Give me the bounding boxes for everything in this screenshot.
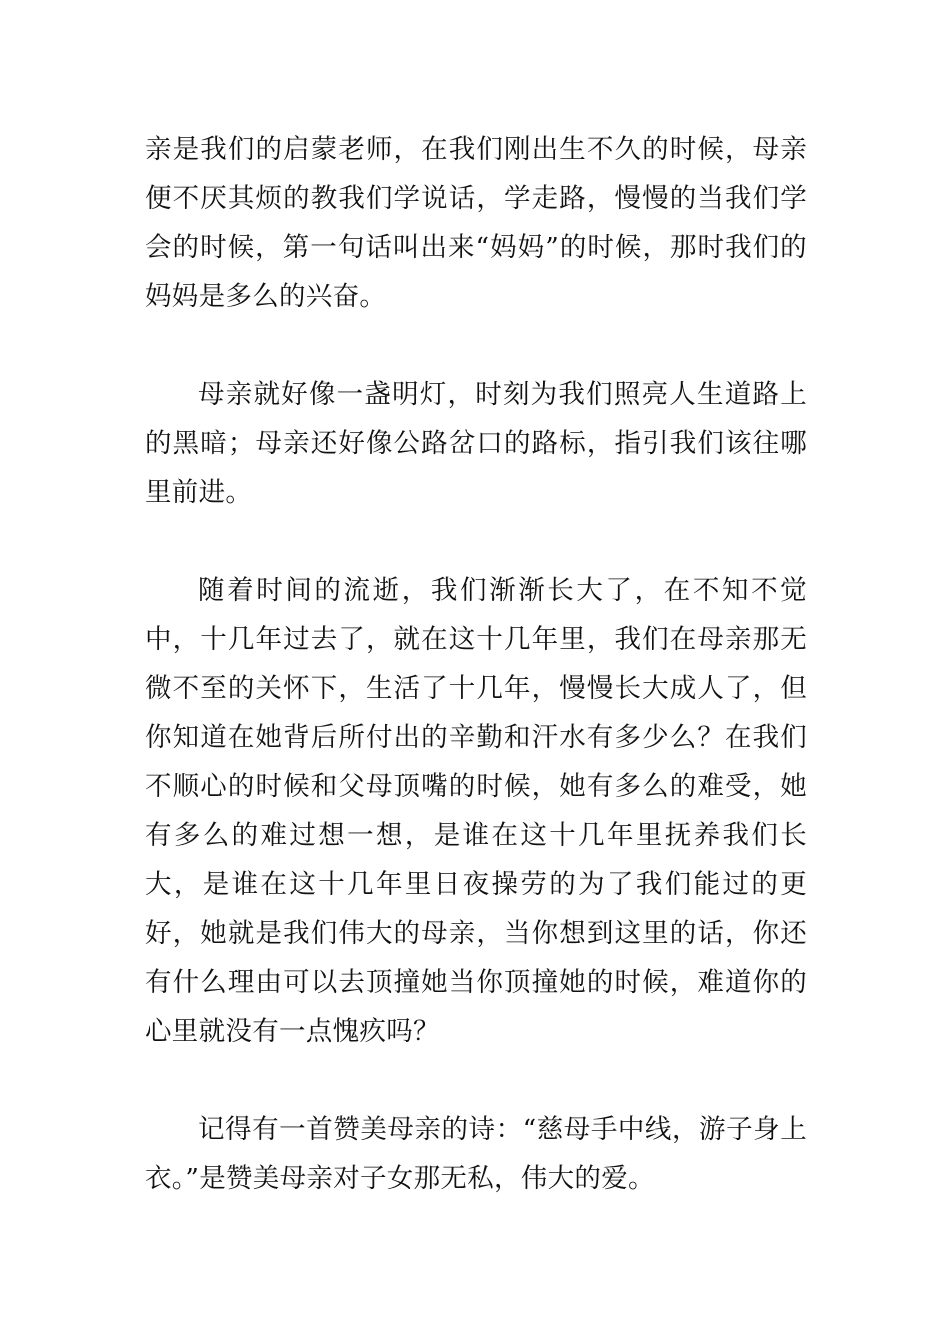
paragraph-3: 随着时间的流逝，我们渐渐长大了，在不知不觉中，十几年过去了，就在这十几年里，我们在母亲那无微不至的关怀下，生活了十几年，慢慢长大成人了，但你知道在她背后所付出的辛勤和汗水有多少么？在我们不顺心的时候和父母顶嘴的时候，她有多么的难受，她有多么的难过想一想，是谁在这十几年里抚养我们长大，是谁在这十几年里日夜操劳的为了我们能过的更好，她就是我们伟大的母亲，当你想到这里的话，你还有什么理由可以去顶撞她当你顶撞她的时候，难道你的心里就没有一点愧疚吗？ bbox=[145, 575, 807, 1047]
paragraph-1: 亲是我们的启蒙老师，在我们刚出生不久的时候，母亲便不厌其烦的教我们学说话，学走路，慢慢的当我们学会的时候，第一句话叫出来“妈妈”的时候，那时我们的妈妈是多么的兴奋。 bbox=[145, 134, 807, 312]
document-body bbox=[145, 125, 807, 1203]
paragraph-2: 母亲就好像一盏明灯，时刻为我们照亮人生道路上的黑暗；母亲还好像公路岔口的路标，指引我们该往哪里前进。 bbox=[145, 379, 807, 508]
paragraph-4: 记得有一首赞美母亲的诗：“慈母手中线，游子身上衣。”是赞美母亲对子女那无私，伟大的爱。 bbox=[145, 1114, 807, 1194]
